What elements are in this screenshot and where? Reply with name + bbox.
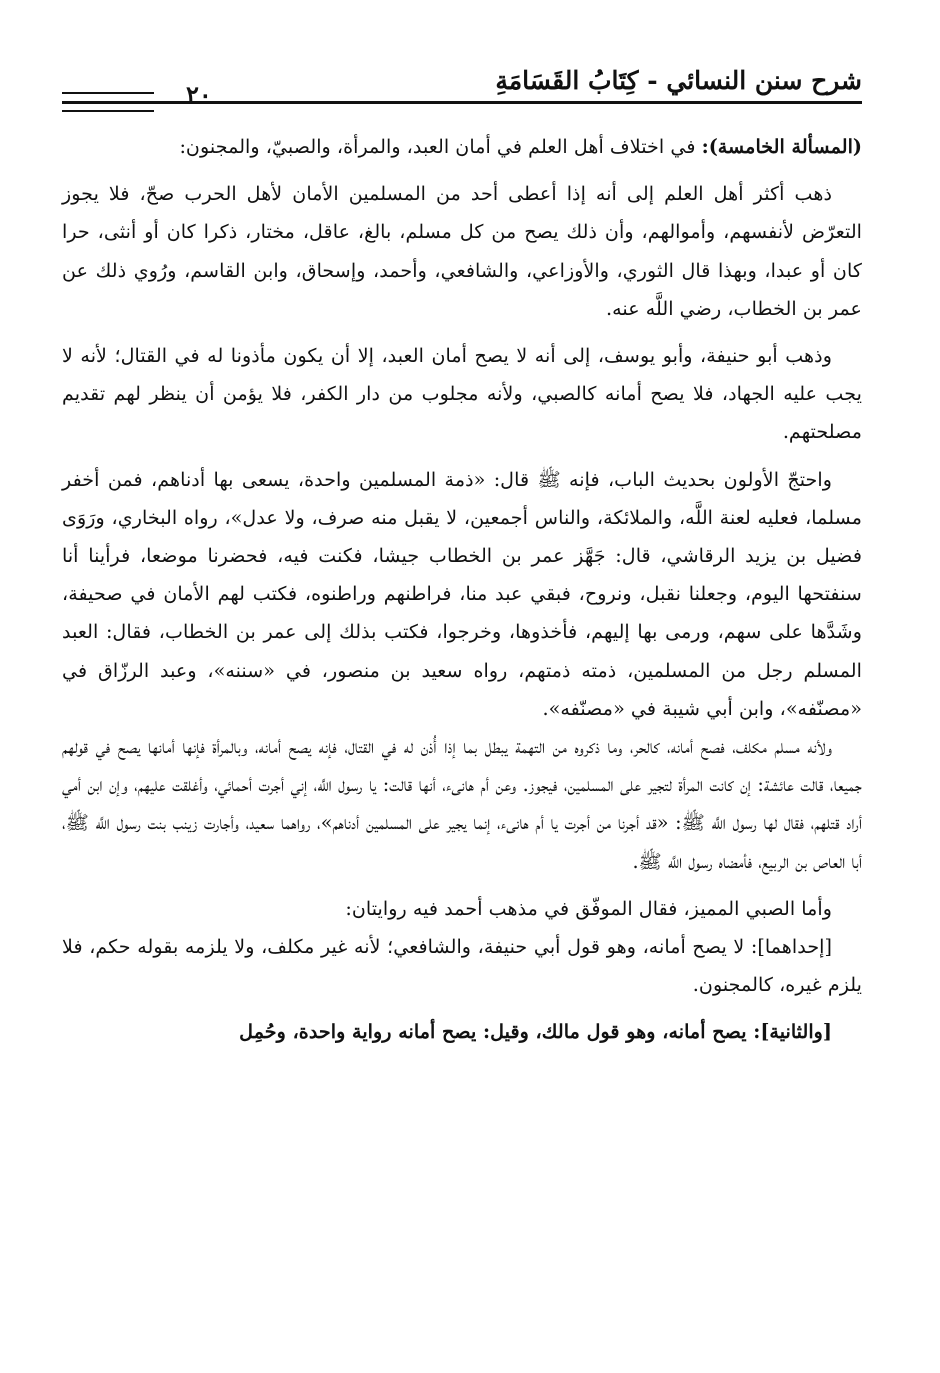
header-ornament-rule <box>62 92 154 112</box>
paragraph-majority-view: ذهب أكثر أهل العلم إلى أنه إذا أعطى أحد من المسلمين الأمان لأهل الحرب صحّ، فلا يجوز التعرّض لأنفسهم، وأموالهم، وأن ذلك يصح من كل مسلم، بالغ، عاقل، مختار، ذكرا كان أو أنثى، حرا كان أو عبدا، وبهذا قال الثوري، والأوزاعي، والشافعي، وأحمد، وإسحاق، وابن القاسم، ورُوي ذلك عن عمر بن الخطاب، رضي اللَّه عنه. <box>62 182 862 320</box>
paragraph-reasoning: ولأنه مسلم مكلف، فصح أمانه، كالحر، وما ذكروه من التهمة يبطل بما إذا أُذن له في القتال، فإنه يصح أمانه، وبالمرأة فإنها أمانها يصح في قولهم جميعا، قالت عائشة: إن كانت المرأة لتجير على المسلمين، فيجوز. وعن أم هانىء، أنها قالت: يا رسول اللَّه، إني أجرت أحمائي، وأغلقت عليهم، وإن ابن أمي أراد قتلهم، فقال لها رسول اللَّه ﷺ: «قد أجرنا من أجرت يا أم هانىء، إنما يجير على المسلمين أدناهم»، رواهما سعيد، وأجارت زينب بنت رسول اللَّه ﷺ، أبا العاص بن الربيع، فأمضاه رسول اللَّه ﷺ. <box>62 735 862 873</box>
question-text: في اختلاف أهل العلم في أمان العبد، والمرأة، والصبيّ، والمجنون: <box>179 135 702 158</box>
header-rule <box>62 101 862 104</box>
paragraph-child: وأما الصبي المميز، فقال الموفّق في مذهب أحمد فيه روايتان: <box>345 896 832 920</box>
page-number: ٢٠ <box>186 80 212 109</box>
paragraph-evidence: واحتجّ الأولون بحديث الباب، فإنه ﷺ قال: «ذمة المسلمين واحدة، يسعى بها أدناهم، فمن أخفر مسلما، فعليه لعنة اللَّه، والملائكة، والناس أجمعين، لا يقبل منه صرف، ولا عدل»، رواه البخاري، ورَوَى فضيل بن يزيد الرقاشي، قال: جَهَّز عمر بن الخطاب جيشا، فكنت فيه، فحضرنا موضعا، فرأينا أنا سنفتحها اليوم، وجعلنا نقبل، ونروح، فبقي عبد منا، فراطنهم وراطنوه، فكتب لهم الأمان في صحيفة، وشَدَّها على سهم، ورمى بها إليهم، فأخذوها، وخرجوا، فكتب بذلك إلى عمر بن الخطاب، فقال: العبد المسلم رجل من المسلمين، ذمته ذمتهم، رواه سعيد بن منصور، في «سننه»، وعبد الرزّاق في «مصنّفه»، وابن أبي شيبة في «مصنّفه». <box>62 467 862 720</box>
paragraph-first-narration: [إحداهما]: لا يصح أمانه، وهو قول أبي حنيفة، والشافعي؛ لأنه غير مكلف، ولا يلزمه بقوله حكم، فلا يلزم غيره، كالمجنون. <box>62 935 862 997</box>
body-text <box>62 128 862 1052</box>
running-title: شرح سنن النسائي - كِتَابُ القَسَامَةِ <box>495 66 862 95</box>
paragraph-hanafi-view: وذهب أبو حنيفة، وأبو يوسف، إلى أنه لا يصح أمان العبد، إلا أن يكون مأذونا له في القتال؛ لأنه لا يجب عليه الجهاد، فلا يصح أمانه كالصبي، ولأنه مجلوب من دار الكفر، فلا يؤمن أن ينظر لهم تقديم مصلحتهم. <box>62 344 862 444</box>
paragraph-second-narration: [والثانية]: يصح أمانه، وهو قول مالك، وقيل: يصح أمانه رواية واحدة، وحُمِل <box>239 1020 832 1044</box>
question-label: (المسألة الخامسة): <box>701 135 862 158</box>
page-header <box>62 58 862 108</box>
paragraph-question-heading <box>62 128 862 166</box>
